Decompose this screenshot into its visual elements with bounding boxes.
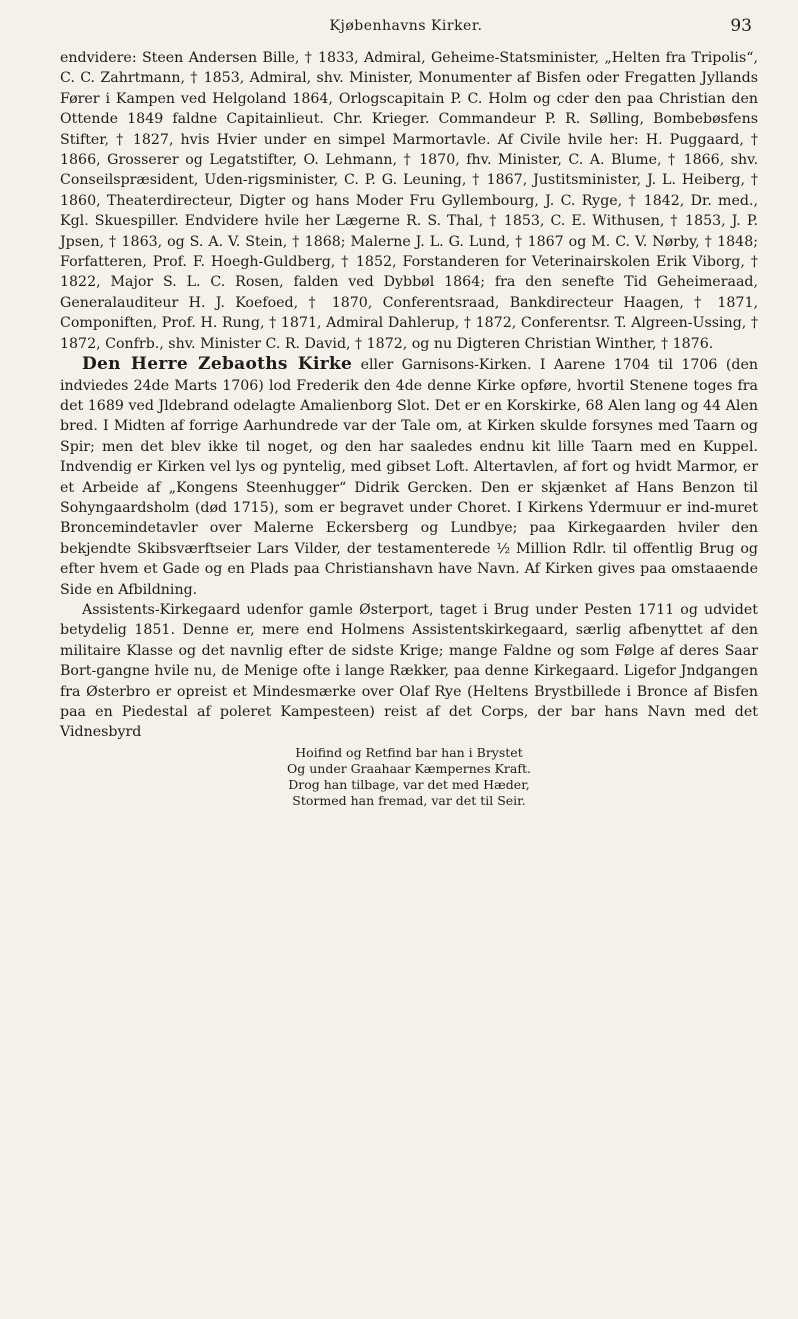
paragraph-assistents-kirkegaard: Assistents-Kirkegaard udenfor gamle Østerport, taget i Brug under Pesten 1711 og udvidet betydelig 1851. Denne er, mere end Holmens Assistentskirkegaard, særlig afbenyttet af den militaire Klasse og det navnlig efter de sidste Krige; mange Faldne og som Følge af deres Saar Bort-gangne hvile nu, de Menige ofte i lange Rækker, paa denne Kirkegaard. Ligefor Jndgangen fra Østerbro er opreist et Mindesmærke over Olaf Rye (Heltens Brystbillede i Bronce af Bisfen paa en Piedestal af poleret Kampesteen) reist af det Corps, der bar hans Navn med det Vidnesbyrd [60,601,758,741]
verse-line: Og under Graahaar Kæmpernes Kraft. [287,760,531,776]
verse-line: Drog han tilbage, var det med Hæder, [288,776,530,792]
paragraph-garnisons-text: eller Garnisons-Kirken. I Aarene 1704 til 1706 (den indviedes 24de Marts 1706) lod Frederik den 4de denne Kirke opføre, hvortil Stenene toges fra det 1689 ved Jldebrand odelagte Amalienborg Slot. Det er en Korskirke, 68 Alen lang og 44 Alen bred. I Midten af forrige Aarhundrede var der Tale om, at Kirken skulde forsynes med Taarn og Spir; men det blev ikke til noget, og den har saaledes endnu kit lille Taarn med en Kuppel. Indvendig er Kirken vel lys og pyntelig, med gibset Loft. Altertavlen, af fort og hvidt Marmor, er et Arbeide af „Kongens Steenhugger“ Didrik Gercken. Den er skjænket af Hans Benzon til Sohyngaardsholm (død 1715), som er begravet under Choret. I Kirkens Ydermuur er ind-muret Broncemindetavler over Malerne Eckersberg og Lundbye; paa Kirkegaarden hviler den bekjendte Skibsværftseier Lars Vilder, der testamenterede ½ Million Rdlr. til offentlig Brug og efter hvem et Gade og en Plads paa Christianshavn have Navn. Af Kirken gives paa omstaaende Side en Afbildning. [60,357,758,598]
verse-inscription [60,745,758,809]
body-text [60,48,758,809]
page-number: 93 [730,16,752,36]
verse-line: Hoifind og Retfind bar han i Brystet [295,744,523,760]
paragraph-garnisons-kirken [60,354,758,600]
running-title: Kjøbenhavns Kirker. [329,18,483,34]
page-header [60,14,752,40]
paragraph-burials: endvidere: Steen Andersen Bille, † 1833, Admiral, Geheime-Statsminister, „Helten fra Tripolis“, C. C. Zahrtmann, † 1853, Admiral, shv. Minister, Monumenter af Bisfen oder Fregatten Jyllands Fører i Kampen ved Helgoland 1864, Orlogscapitain P. C. Holm og cder den paa Christian den Ottende 1849 faldne Capitainlieut. Chr. Krieger. Commandeur P. R. Sølling, Bombebøsfens Stifter, † 1827, hvis Hvier under en simpel Marmortavle. Af Civile hvile her: H. Puggaard, † 1866, Grosserer og Legatstifter, O. Lehmann, † 1870, fhv. Minister, C. A. Blume, † 1866, shv. Conseilspræsident, Uden-rigsminister, C. P. G. Leuning, † 1867, Justitsminister, J. L. Heiberg, † 1860, Theaterdirecteur, Digter og hans Moder Fru Gyllembourg, J. C. Ryge, † 1842, Dr. med., Kgl. Skuespiller. Endvidere hvile her Lægerne R. S. Thal, † 1853, C. E. Withusen, † 1853, J. P. Jpsen, † 1863, og S. A. V. Stein, † 1868; Malerne J. L. G. Lund, † 1867 og M. C. V. Nørby, † 1848; Forfatteren, Prof. F. Hoegh-Guldberg, † 1852, Forstanderen for Veterinairskolen Erik Viborg, † 1822, Major S. L. C. Rosen, falden ved Dybbøl 1864; fra den senefte Tid Geheimeraad, Generalauditeur H. J. Koefoed, † 1870, Conferentsraad, Bankdirecteur Haagen, † 1871, Componiften, Prof. H. Rung, † 1871, Admiral Dahlerup, † 1872, Conferentsr. T. Algreen-Ussing, † 1872, Confrb., shv. Minister C. R. David, † 1872, og nu Digteren Christian Winther, † 1876. [60,50,758,352]
section-heading: Den Herre Zebaoths Kirke [82,354,353,375]
verse-line: Stormed han fremad, var det til Seir. [292,792,526,808]
